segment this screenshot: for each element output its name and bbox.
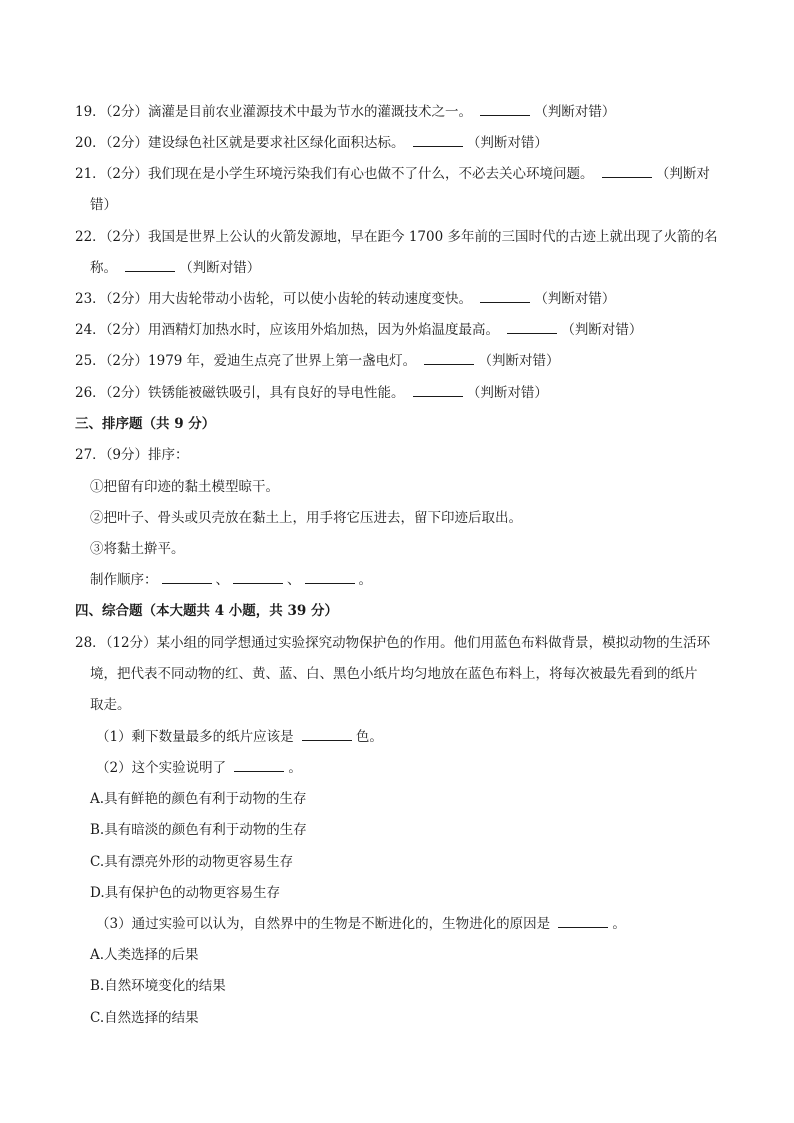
sub-question-text: （2）这个实验说明了 (96, 760, 227, 776)
separator: 、 (215, 572, 229, 588)
answer-blank[interactable] (507, 320, 557, 334)
answer-blank[interactable] (424, 351, 474, 365)
question-text: 用酒精灯加热水时，应该用外焰加热，因为外焰温度最高。 (148, 322, 500, 338)
question-score: （9分） (105, 447, 149, 463)
question-number: 28． (75, 635, 106, 651)
question-24 (75, 320, 725, 340)
question-22 (75, 227, 725, 247)
question-text: 建设绿色社区就是要求社区绿化面积达标。 (148, 135, 405, 151)
sort-item-3: ③将黏土擀平。 (90, 541, 185, 557)
option-b: B.自然环境变化的结果 (90, 978, 226, 994)
judge-label-cont: 错） (90, 197, 117, 213)
question-number: 21． (75, 166, 106, 182)
judge-label: （判断对错） (466, 135, 548, 151)
question-20 (75, 133, 725, 153)
judge-label: （判断对错） (534, 104, 616, 120)
sub-question-suffix: 色。 (355, 729, 383, 745)
question-27 (75, 445, 725, 465)
separator: 、 (287, 572, 301, 588)
section-4-title: 四、综合题（本大题共 4 小题，共 39 分） (75, 603, 338, 619)
option-d: D.具有保护色的动物更容易生存 (90, 885, 281, 901)
section-3-title: 三、排序题（共 9 分） (75, 416, 216, 432)
sub-question-text: （1）剩下数量最多的纸片应该是 (96, 729, 294, 745)
question-22-cont (90, 258, 740, 278)
question-score: （2分） (105, 135, 149, 151)
answer-blank[interactable] (233, 570, 283, 584)
answer-blank[interactable] (162, 570, 212, 584)
judge-label: （判断对错） (534, 291, 616, 307)
question-19 (75, 102, 725, 122)
question-number: 24． (75, 322, 106, 338)
sub-question-3 (96, 914, 746, 934)
question-text: 用大齿轮带动小齿轮，可以使小齿轮的转动速度变快。 (148, 291, 473, 307)
option-a: A.具有鲜艳的颜色有利于动物的生存 (90, 791, 307, 807)
question-21-cont (90, 195, 740, 215)
answer-blank[interactable] (305, 570, 355, 584)
question-25 (75, 351, 725, 371)
sub-question-suffix: 。 (612, 916, 626, 932)
question-text: 1979 年，爱迪生点亮了世界上第一盏电灯。 (148, 353, 417, 369)
end-mark: 。 (358, 572, 372, 588)
sub-question-suffix: 。 (288, 760, 302, 776)
option-c: C.自然选择的结果 (90, 1010, 199, 1026)
question-23 (75, 289, 725, 309)
sort-item-2: ②把叶子、骨头或贝壳放在黏土上，用手将它压进去，留下印迹后取出。 (90, 510, 522, 526)
question-28 (75, 633, 725, 653)
answer-blank[interactable] (234, 758, 284, 772)
sub-question-1 (96, 727, 746, 747)
question-26 (75, 383, 725, 403)
answer-blank[interactable] (413, 383, 463, 397)
option-a: A.人类选择的后果 (90, 947, 199, 963)
sub-question-text: （3）通过实验可以认为，自然界中的生物是不断进化的，生物进化的原因是 (96, 916, 551, 932)
question-score: （12分） (105, 635, 157, 651)
question-text: 我国是世界上公认的火箭发源地，早在距今 1700 多年前的三国时代的古迹上就出现了火箭的名 (148, 229, 718, 245)
question-score: （2分） (105, 166, 149, 182)
judge-label: （判断对错） (466, 385, 548, 401)
question-number: 19． (75, 104, 106, 120)
order-answer-line (90, 570, 740, 590)
question-score: （2分） (105, 353, 149, 369)
sort-item-1: ①把留有印迹的黏土模型晾干。 (90, 479, 279, 495)
answer-blank[interactable] (302, 727, 352, 741)
answer-blank[interactable] (602, 164, 652, 178)
question-number: 20． (75, 135, 106, 151)
question-text: 排序： (148, 447, 189, 463)
judge-label: （判断对错） (478, 353, 560, 369)
sub-question-2 (96, 758, 746, 778)
order-label: 制作顺序： (90, 572, 158, 588)
question-number: 27． (75, 447, 106, 463)
question-28-cont-1: 境，把代表不同动物的红、黄、蓝、白、黑色小纸片均匀地放在蓝色布料上，将每次被最先看到的纸片 (90, 666, 698, 682)
question-text: 某小组的同学想通过实验探究动物保护色的作用。他们用蓝色布料做背景，模拟动物的生活环 (156, 635, 711, 651)
question-score: （2分） (105, 385, 149, 401)
question-number: 25． (75, 353, 106, 369)
option-c: C.具有漂亮外形的动物更容易生存 (90, 854, 294, 870)
question-number: 23． (75, 291, 106, 307)
judge-label: （判断对 (655, 166, 710, 182)
answer-blank[interactable] (558, 914, 608, 928)
judge-label: （判断对错） (561, 322, 643, 338)
question-21 (75, 164, 725, 184)
answer-blank[interactable] (125, 258, 175, 272)
answer-blank[interactable] (413, 133, 463, 147)
question-score: （2分） (105, 104, 149, 120)
answer-blank[interactable] (480, 102, 530, 116)
question-score: （2分） (105, 229, 149, 245)
question-text: 铁锈能被磁铁吸引，具有良好的导电性能。 (148, 385, 405, 401)
option-b: B.具有暗淡的颜色有利于动物的生存 (90, 822, 307, 838)
question-score: （2分） (105, 322, 149, 338)
question-text: 滴灌是目前农业灌源技术中最为节水的灌溉技术之一。 (148, 104, 473, 120)
question-number: 22． (75, 229, 106, 245)
answer-blank[interactable] (480, 289, 530, 303)
question-text-cont: 称。 (90, 260, 117, 276)
question-text: 我们现在是小学生环境污染我们有心也做不了什么，不必去关心环境问题。 (148, 166, 594, 182)
question-score: （2分） (105, 291, 149, 307)
question-number: 26． (75, 385, 106, 401)
question-28-cont-2: 取走。 (90, 697, 131, 713)
judge-label: （判断对错） (179, 260, 261, 276)
